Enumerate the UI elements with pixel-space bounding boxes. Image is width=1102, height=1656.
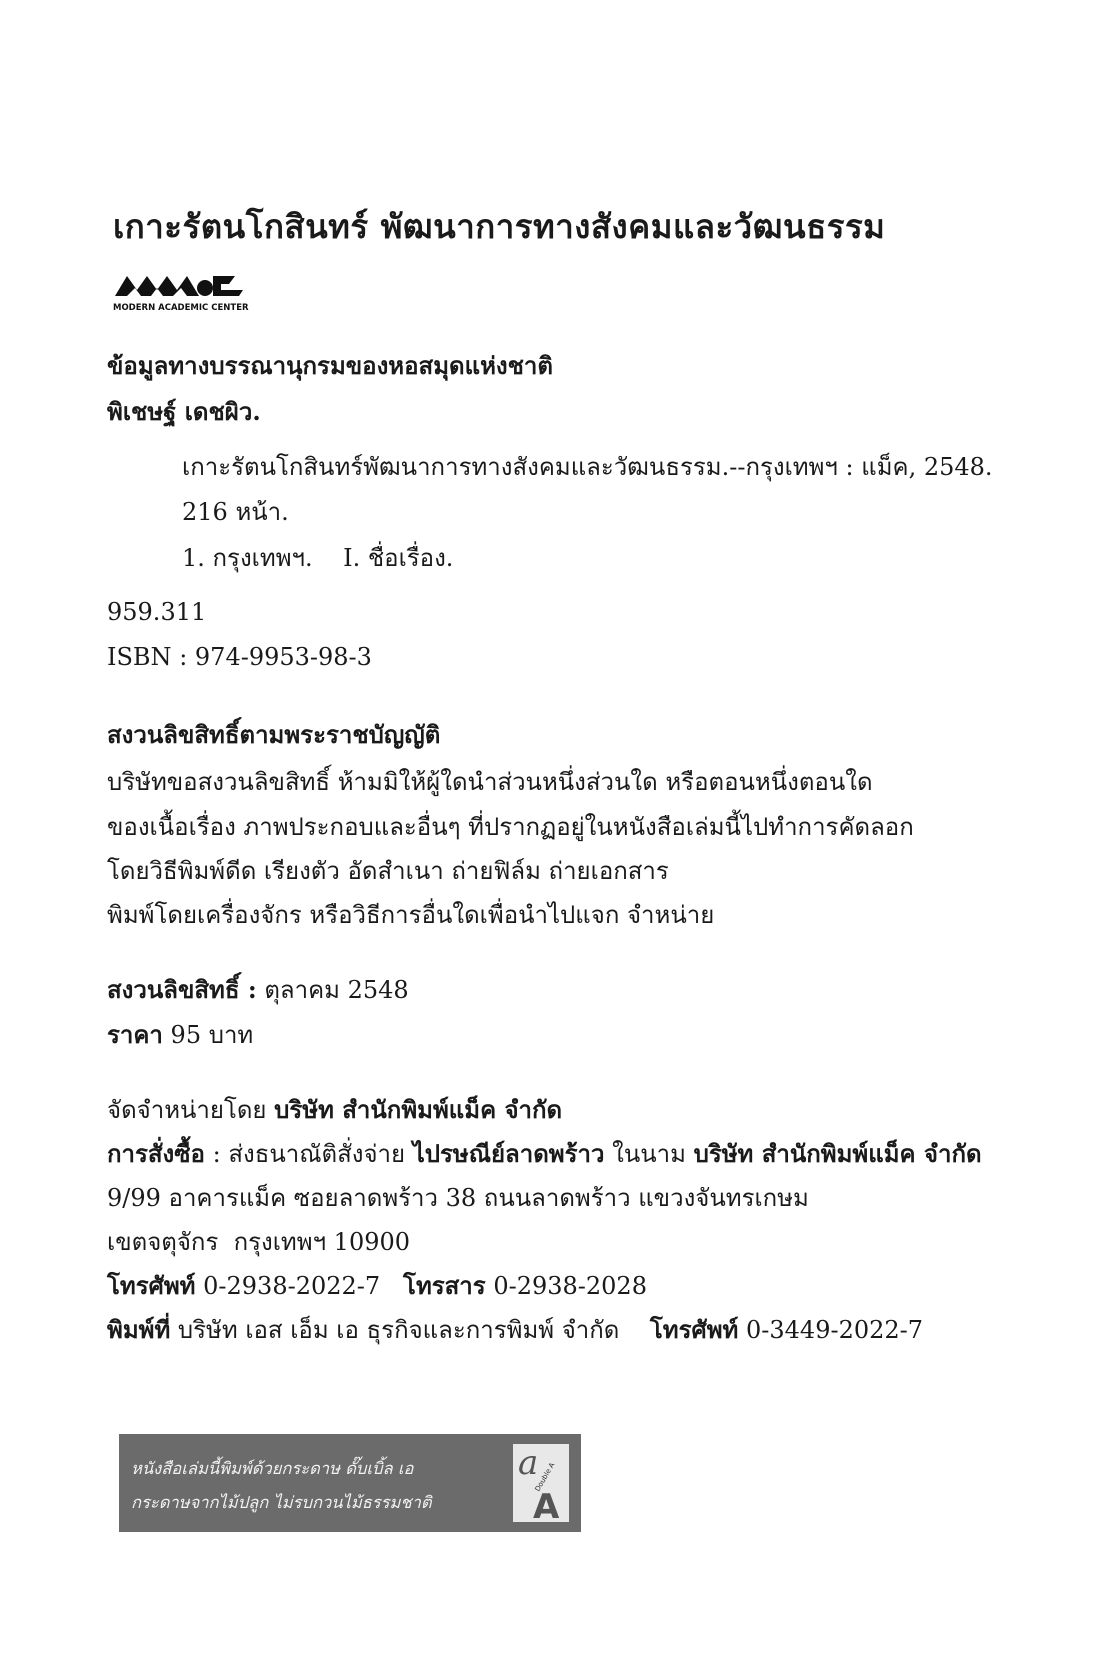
copyright-date-label: สงวนลิขสิทธิ์ : <box>107 975 257 1004</box>
address-line: เขตจตุจักร กรุงเทพฯ 10900 <box>107 1228 411 1256</box>
distributed-by <box>107 1090 562 1129</box>
payee: บริษัท สำนักพิมพ์แม็ค จำกัด <box>693 1139 982 1168</box>
cip-pages: 216 หน้า. <box>182 498 289 526</box>
phone-label: โทรศัพท์ <box>107 1271 196 1300</box>
distributor-name: บริษัท สำนักพิมพ์แม็ค จำกัด <box>274 1095 563 1124</box>
cip-author: พิเชษฐ์ เดชผิว. <box>107 397 261 426</box>
paper-notice <box>119 1434 581 1532</box>
printer-info <box>107 1310 923 1349</box>
copyright-date <box>107 970 409 1009</box>
cip-heading: ข้อมูลทางบรรณานุกรมของหอสมุดแห่งชาติ <box>107 351 553 380</box>
order-label: การสั่งซื้อ <box>107 1139 205 1168</box>
copyright-line: ของเนื้อเรื่อง ภาพประกอบและอื่นๆ ที่ปรากฏอยู่ในหนังสือเล่มนี้ไปทำการคัดลอก <box>107 813 914 841</box>
double-a-brand-text: Double A <box>533 1461 557 1493</box>
distributed-by-label: จัดจำหน่ายโดย <box>107 1096 267 1124</box>
fax-value: 0-2938-2028 <box>493 1272 647 1300</box>
cip-entry: เกาะรัตนโกสินทร์พัฒนาการทางสังคมและวัฒนธรรม.--กรุงเทพฯ : แม็ค, 2548. <box>182 453 993 481</box>
copyright-line: โดยวิธีพิมพ์ดีด เรียงตัว อัดสำเนา ถ่ายฟิล์ม ถ่ายเอกสาร <box>107 857 669 885</box>
printed-at-label: พิมพ์ที่ <box>107 1315 171 1344</box>
copyright-date-value: ตุลาคม 2548 <box>264 976 409 1004</box>
order-info <box>107 1134 982 1173</box>
cip-classification: 959.311 <box>107 598 207 626</box>
contact-numbers <box>107 1266 647 1305</box>
address-line: 9/99 อาคารแม็ค ซอยลาดพร้าว 38 ถนนลาดพร้าว แขวงจันทรเกษม <box>107 1184 809 1212</box>
order-text: : ส่งธนาณัติสั่งจ่าย <box>212 1140 406 1168</box>
cip-isbn: ISBN : 974-9953-98-3 <box>107 643 372 671</box>
copyright-heading: สงวนลิขสิทธิ์ตามพระราชบัญญัติ <box>107 720 441 749</box>
printer-name: บริษัท เอส เอ็ม เอ ธุรกิจและการพิมพ์ จำกัด <box>177 1316 620 1344</box>
printer-phone-value: 0-3449-2022-7 <box>746 1316 924 1344</box>
price-value: 95 บาท <box>170 1021 254 1049</box>
cip-subjects: 1. กรุงเทพฯ. I. ชื่อเรื่อง. <box>182 544 454 572</box>
publisher-logo-text: MODERN ACADEMIC CENTER <box>113 303 249 313</box>
price-label: ราคา <box>107 1020 163 1049</box>
mac-logo-icon <box>115 276 199 296</box>
paper-notice-line: หนังสือเล่มนี้พิมพ์ด้วยกระดาษ ดั๊บเบิ้ล เอ <box>131 1459 414 1478</box>
book-title: เกาะรัตนโกสินทร์ พัฒนาการทางสังคมและวัฒนธรรม <box>113 207 886 246</box>
publisher-logo <box>113 268 253 328</box>
in-name: ในนาม <box>612 1140 686 1168</box>
fax-label: โทรสาร <box>403 1271 486 1300</box>
printer-phone-label: โทรศัพท์ <box>649 1315 739 1344</box>
price <box>107 1015 253 1054</box>
phone-value: 0-2938-2022-7 <box>203 1272 381 1300</box>
copyright-line: พิมพ์โดยเครื่องจักร หรือวิธีการอื่นใดเพื่อนำไปแจก จำหน่าย <box>107 901 715 929</box>
double-a-logo-icon <box>513 1444 569 1522</box>
paper-notice-line: กระดาษจากไม้ปลูก ไม่รบกวนไม้ธรรมชาติ <box>131 1493 432 1512</box>
copyright-line: บริษัทขอสงวนลิขสิทธิ์ ห้ามมิให้ผู้ใดนำส่วนหนึ่งส่วนใด หรือตอนหนึ่งตอนใด <box>107 768 873 796</box>
post-office: ไปรษณีย์ลาดพร้าว <box>412 1139 605 1168</box>
svg-text:A: A <box>533 1487 560 1522</box>
svg-text:a: a <box>518 1444 539 1483</box>
